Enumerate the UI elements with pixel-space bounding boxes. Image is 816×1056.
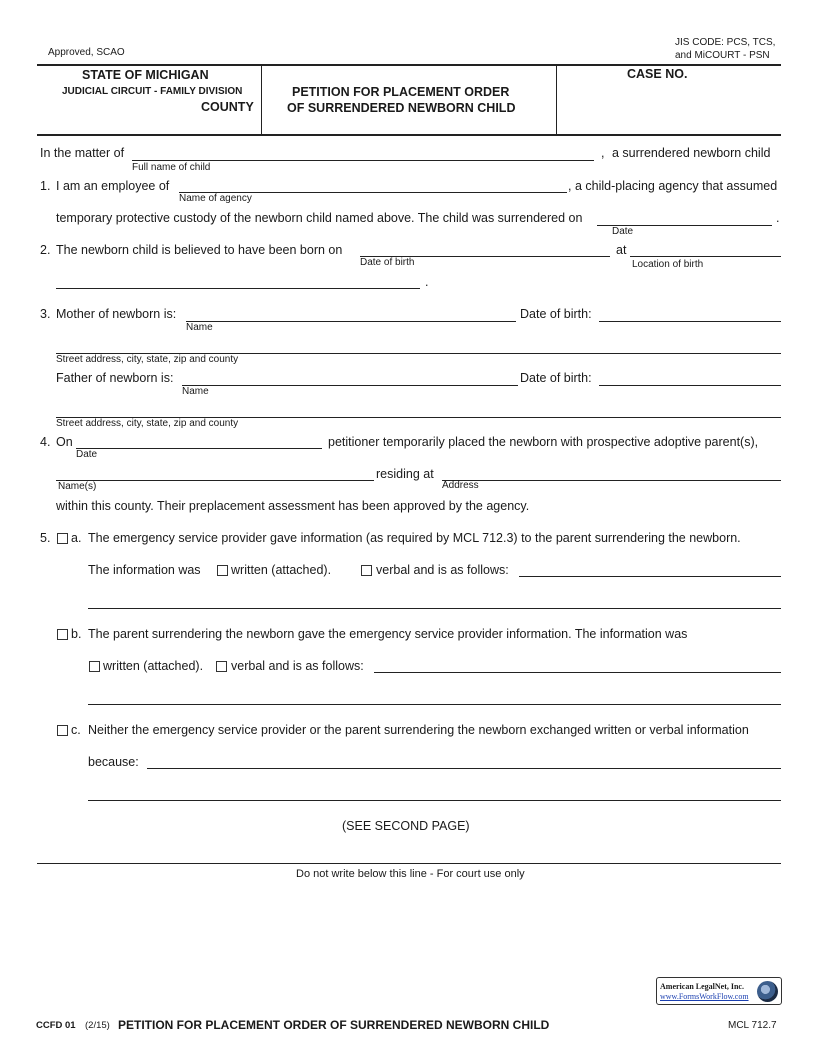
option-a-text: The emergency service provider gave information (as required by MCL 712.3) to the parent surrendering the newborn. xyxy=(88,531,741,545)
case-no-field[interactable] xyxy=(600,118,770,119)
see-second-page: (SEE SECOND PAGE) xyxy=(342,819,470,833)
mother-name-field[interactable] xyxy=(186,321,516,322)
option-b-written-label: written (attached). xyxy=(103,659,204,673)
approved-label: Approved, SCAO xyxy=(48,47,125,58)
county-heading: COUNTY xyxy=(201,100,254,114)
option-a-checkbox[interactable] xyxy=(57,533,68,544)
item2-prefix: The newborn child is believed to have been born on xyxy=(56,243,343,257)
matter-suffix: a surrendered newborn child xyxy=(612,146,771,160)
state-heading: STATE OF MICHIGAN xyxy=(82,68,209,82)
item2-number: 2. xyxy=(40,243,51,257)
adoptive-address-field[interactable] xyxy=(442,480,781,481)
globe-icon xyxy=(757,981,778,1002)
mother-address-caption: Street address, city, state, zip and county xyxy=(56,354,239,365)
father-dob-field[interactable] xyxy=(599,385,781,386)
item1-prefix: I am an employee of xyxy=(56,179,170,193)
option-a-verbal-field-2[interactable] xyxy=(88,608,781,609)
adoptive-names-field[interactable] xyxy=(56,480,374,481)
option-b-checkbox[interactable] xyxy=(57,629,68,640)
form-title-line2: OF SURRENDERED NEWBORN CHILD xyxy=(287,101,516,115)
birth-date-caption: Date of birth xyxy=(360,257,415,268)
matter-comma: , xyxy=(601,146,605,160)
surrender-date-caption: Date xyxy=(612,226,634,237)
placement-date-caption: Date xyxy=(76,449,98,460)
header-bottom-rule xyxy=(37,134,781,136)
item5-number: 5. xyxy=(40,531,51,545)
option-b-verbal-label: verbal and is as follows: xyxy=(231,659,364,673)
option-c-label: c. xyxy=(71,723,81,737)
child-name-caption: Full name of child xyxy=(132,162,211,173)
item1-line2: temporary protective custody of the newborn child named above. The child was surrendered on xyxy=(56,211,583,225)
item2-period: . xyxy=(425,275,429,289)
header-divider-1 xyxy=(261,65,262,135)
form-title-line1: PETITION FOR PLACEMENT ORDER xyxy=(292,85,510,99)
option-b-verbal-checkbox[interactable] xyxy=(216,661,227,672)
placement-date-field[interactable] xyxy=(76,448,322,449)
court-use-rule xyxy=(37,863,781,864)
item4-text: petitioner temporarily placed the newborn with prospective adoptive parent(s), xyxy=(328,435,759,449)
item1-suffix: , a child-placing agency that assumed xyxy=(568,179,778,193)
option-b-written-checkbox[interactable] xyxy=(89,661,100,672)
circuit-heading: JUDICIAL CIRCUIT - FAMILY DIVISION xyxy=(62,86,243,97)
agency-caption: Name of agency xyxy=(179,193,252,204)
case-no-label: CASE NO. xyxy=(627,67,688,81)
footer-title: PETITION FOR PLACEMENT ORDER OF SURRENDERED NEWBORN CHILD xyxy=(118,1018,550,1032)
item1-number: 1. xyxy=(40,179,51,193)
mother-label: Mother of newborn is: xyxy=(56,307,177,321)
publisher-name: American LegalNet, Inc. xyxy=(660,982,744,991)
option-b-text: The parent surrendering the newborn gave the emergency service provider information. The information was xyxy=(88,627,688,641)
option-b-verbal-field[interactable] xyxy=(374,672,781,673)
form-code: CCFD 01 xyxy=(36,1020,76,1031)
birth-location-caption: Location of birth xyxy=(632,259,704,270)
option-c-because: because: xyxy=(88,755,139,769)
father-name-caption: Name xyxy=(182,386,209,397)
option-c-because-field-2[interactable] xyxy=(88,800,781,801)
mcl-reference: MCL 712.7 xyxy=(728,1020,777,1031)
court-use-label: Do not write below this line - For court use only xyxy=(296,868,525,880)
option-a-written-checkbox[interactable] xyxy=(217,565,228,576)
mother-name-caption: Name xyxy=(186,322,213,333)
option-a-verbal-checkbox[interactable] xyxy=(361,565,372,576)
adoptive-address-caption: Address xyxy=(442,480,479,491)
jis-code-line1: JIS CODE: PCS, TCS, xyxy=(675,37,776,48)
option-b-verbal-field-2[interactable] xyxy=(88,704,781,705)
publisher-link[interactable]: www.FormsWorkFlow.com xyxy=(660,992,749,1001)
option-a-verbal-label: verbal and is as follows: xyxy=(376,563,509,577)
jis-code-line2: and MiCOURT - PSN xyxy=(675,50,770,61)
publisher-logo xyxy=(656,977,782,1005)
matter-prefix: In the matter of xyxy=(40,146,125,160)
father-dob-label: Date of birth: xyxy=(520,371,592,385)
item2-at: at xyxy=(616,243,627,257)
birth-location-field[interactable] xyxy=(630,256,781,257)
father-address-caption: Street address, city, state, zip and county xyxy=(56,418,239,429)
father-name-field[interactable] xyxy=(182,385,518,386)
mother-dob-field[interactable] xyxy=(599,321,781,322)
item3-number: 3. xyxy=(40,307,51,321)
item1-period: . xyxy=(776,211,780,225)
option-a-info-prefix: The information was xyxy=(88,563,201,577)
item4-on: On xyxy=(56,435,73,449)
form-revision: (2/15) xyxy=(85,1020,110,1031)
father-label: Father of newborn is: xyxy=(56,371,174,385)
birth-location-cont-field[interactable] xyxy=(56,288,420,289)
item4-number: 4. xyxy=(40,435,51,449)
adoptive-names-caption: Name(s) xyxy=(58,481,97,492)
option-b-label: b. xyxy=(71,627,82,641)
option-a-written-label: written (attached). xyxy=(231,563,332,577)
item4-residing: residing at xyxy=(376,467,434,481)
header-top-rule xyxy=(37,64,781,66)
option-a-label: a. xyxy=(71,531,82,545)
item4-line3: within this county. Their preplacement assessment has been approved by the agency. xyxy=(56,499,530,513)
option-c-because-field[interactable] xyxy=(147,768,781,769)
mother-dob-label: Date of birth: xyxy=(520,307,592,321)
option-a-verbal-field[interactable] xyxy=(519,576,781,577)
option-c-text: Neither the emergency service provider or the parent surrendering the newborn exchanged written or verbal information xyxy=(88,723,749,737)
child-name-field[interactable] xyxy=(132,160,594,161)
header-divider-2 xyxy=(556,65,557,135)
option-c-checkbox[interactable] xyxy=(57,725,68,736)
